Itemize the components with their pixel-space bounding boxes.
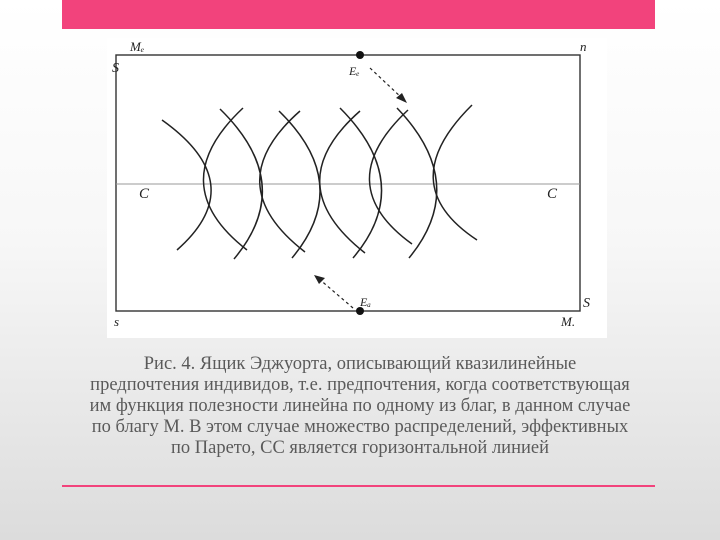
label-top-right: n	[580, 39, 587, 54]
label-bottom-right: M.	[561, 314, 576, 329]
edgeworth-box-figure	[107, 38, 607, 338]
indifference-curve	[320, 111, 365, 253]
arrow-bottom-head	[314, 275, 325, 284]
edgeworth-box-diagram	[107, 38, 607, 338]
label-point-bottom: Eₐ	[360, 295, 371, 309]
arrow-bottom-dashed	[318, 278, 353, 308]
label-point-top: Eₑ	[349, 64, 360, 78]
edgeworth-box-frame	[116, 55, 580, 311]
caption-line: по Парето, СС является горизонтальной линией	[170, 438, 549, 458]
caption-line: по благу М. В этом случае множество распределений, эффективных	[91, 417, 629, 437]
label-right-lower: S	[583, 296, 590, 311]
indifference-curve	[369, 110, 412, 244]
caption-line: им функция полезности линейна по одному из благ, в данном случае	[89, 396, 631, 416]
caption-line: Рис. 4. Ящик Эджуорта, описывающий квазилинейные	[143, 354, 577, 374]
indifference-curve	[397, 108, 437, 258]
label-top-left: Mₑ	[130, 39, 145, 54]
point-top	[356, 51, 364, 59]
top-accent-bar	[62, 0, 655, 29]
caption-line: предпочтения индивидов, т.е. предпочтения, когда соответствующая	[90, 375, 630, 395]
indifference-curve	[433, 105, 477, 240]
arrow-top-dashed	[370, 68, 403, 99]
label-mid-right: C	[547, 186, 558, 202]
bottom-accent-line	[62, 485, 655, 487]
label-bottom-left: s	[114, 314, 120, 329]
figure-caption	[20, 354, 700, 459]
label-mid-left: C	[139, 186, 150, 202]
label-left-upper: S	[112, 61, 119, 76]
